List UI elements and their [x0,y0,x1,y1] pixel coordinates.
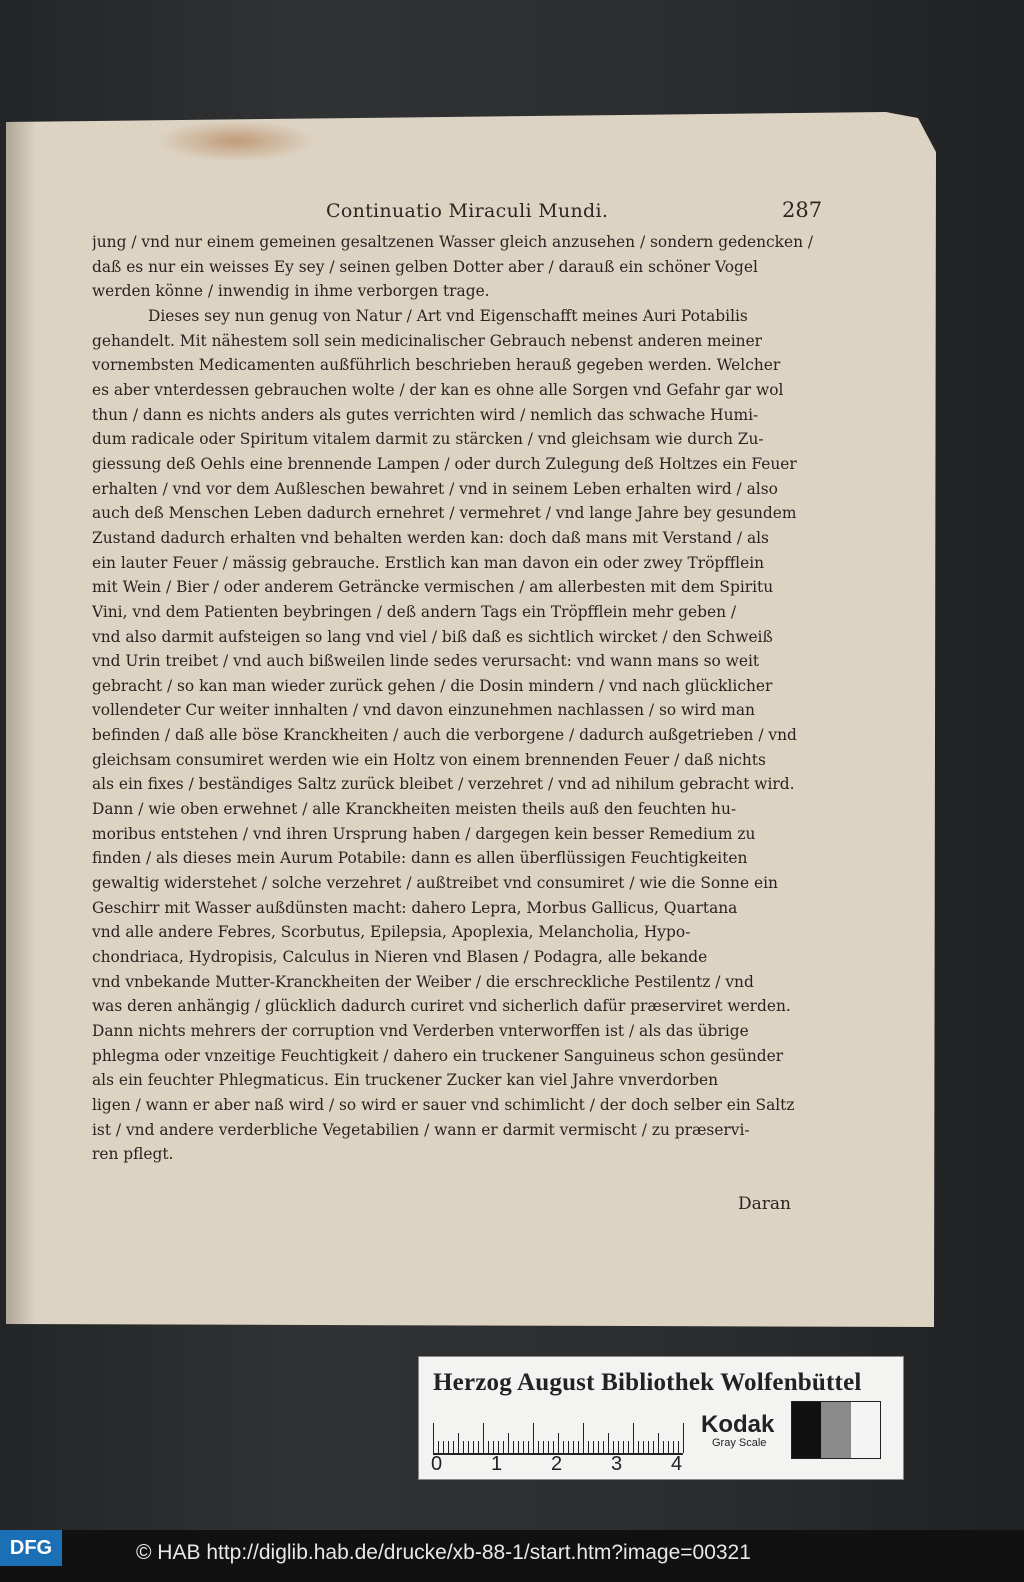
color-calibration-card [418,1356,904,1480]
text-line: Dann nichts mehrers der corruption vnd Verderben vnterworffen ist / als das übrige [92,1022,749,1040]
ruler-tick [533,1423,534,1453]
gray-patch [792,1402,821,1458]
ruler-tick [673,1441,674,1453]
dfg-logo: DFG [0,1530,62,1566]
ruler-tick [433,1423,434,1453]
text-line: Geschirr mit Wasser außdünsten macht: dahero Lepra, Morbus Gallicus, Quartana [92,898,738,917]
ruler-tick [528,1441,529,1453]
ruler-tick [438,1441,439,1453]
text-line: phlegma oder vnzeitige Feuchtigkeit / dahero ein truckener Sanguineus schon gesünder [92,1046,784,1065]
kodak-logo: Kodak [701,1411,775,1438]
ruler-tick [473,1441,474,1453]
text-line: vnd Urin treibet / vnd auch bißweilen linde sedes verursacht: vnd wann mans so weit [92,652,760,671]
catchword: Daran [738,1194,791,1214]
ruler-tick [668,1441,669,1453]
text-line: vornembsten Medicamenten außführlich beschrieben herauß gegeben werden. Welcher [92,356,781,375]
text-line: ist / vnd andere verderbliche Vegetabilien / wann er darmit vermischt / zu præservi- [92,1120,750,1139]
text-line: auch deß Menschen Leben dadurch ernehret / vermehret / vnd lange Jahre bey gesundem [92,504,797,523]
ruler-tick [498,1441,499,1453]
ruler-tick [518,1441,519,1453]
ruler-tick [563,1441,564,1453]
text-line: finden / als dieses mein Aurum Potabile: dann es allen überflüssigen Feuchtigkeiten [92,849,748,868]
ruler-tick [638,1441,639,1453]
scale-number: 3 [611,1453,623,1475]
ruler-tick [623,1441,624,1453]
ruler-tick [463,1441,464,1453]
text-line: es aber vnterdessen gebrauchen wolte / der kan es ohne alle Sorgen vnd Gefahr gar wol [92,380,784,399]
text-line: werden könne / inwendig in ihme verborgen trage. [92,282,490,301]
text-line: dum radicale oder Spiritum vitalem darmit zu stärcken / vnd gleichsam wie durch Zu- [92,430,764,449]
ruler-tick [578,1441,579,1453]
text-line: Dieses sey nun genug von Natur / Art vnd Eigenschafft meines Auri Potabilis [148,306,748,325]
text-line: giessung deß Oehls eine brennende Lampen / oder durch Zulegung deß Holtzes ein Feuer [92,454,797,473]
ruler-tick [678,1441,679,1453]
ruler-tick [568,1441,569,1453]
ruler-tick [448,1441,449,1453]
ruler-tick [653,1441,654,1453]
text-line: gebracht / so kan man wieder zurück gehen / die Dosin mindern / vnd nach glücklicher [92,676,773,695]
ruler-tick [583,1423,584,1453]
text-line: Vini, vnd dem Patienten beybringen / deß andern Tags ein Tröpfflein mehr geben / [92,602,737,621]
ruler-tick [548,1441,549,1453]
text-line: gehandelt. Mit nähestem soll sein medicinalischer Gebrauch nebenst anderen meiner [92,331,763,350]
text-line: ein lauter Feuer / mässig gebrauche. Erstlich kan man davon ein oder zwey Tröpfflein [92,553,765,572]
text-line: als ein feuchter Phlegmaticus. Ein truckener Zucker kan viel Jahre vnverdorben [92,1071,718,1090]
ruler-tick [503,1441,504,1453]
text-line: vollendeter Cur weiter innhalten / vnd davon einzunehmen nachlassen / so wird man [92,701,755,720]
text-line: Zustand dadurch erhalten vnd behalten werden kan: doch daß mans mit Verstand / als [92,528,769,547]
body-text [92,230,820,1167]
ruler-tick [648,1441,649,1453]
ruler-tick [478,1441,479,1453]
ruler-tick [613,1441,614,1453]
text-line: als ein fixes / beständiges Saltz zurück bleibet / verzehret / vnd ad nihilum gebracht wird. [92,775,795,794]
scale-number: 4 [671,1453,683,1475]
text-line: vnd also darmit aufsteigen so lang vnd viel / biß daß es sichtlich wircket / den Schweiß [92,627,773,646]
ruler-tick [558,1433,559,1453]
ruler-tick [633,1423,634,1453]
ruler-tick [513,1441,514,1453]
scale-number: 0 [431,1453,443,1475]
gray-patch [851,1402,880,1458]
text-line: befinden / daß alle böse Kranckheiten / auch die verborgene / dadurch außgetrieben / vnd [92,726,797,745]
text-line: gleichsam consumiret werden wie ein Holtz von einem brennenden Feuer / daß nichts [92,750,766,769]
ruler-tick [508,1433,509,1453]
ruler-tick [543,1441,544,1453]
text-line: chondriaca, Hydropisis, Calculus in Nieren vnd Blasen / Podagra, alle bekande [92,948,708,967]
ruler-tick [618,1441,619,1453]
ruler-tick [658,1433,659,1453]
text-line: ligen / wann er aber naß wird / so wird er sauer vnd schimlicht / der doch selber ein Saltz [92,1095,795,1114]
ruler-tick [608,1433,609,1453]
ruler-tick [628,1441,629,1453]
ruler-tick [488,1441,489,1453]
scale-number: 1 [491,1453,503,1475]
ruler-tick [493,1441,494,1453]
text-line: ren pflegt. [92,1145,174,1164]
ruler-tick [458,1433,459,1453]
text-line: was deren anhängig / glücklich dadurch curiret vnd sicherlich dafür præserviret werden. [92,997,791,1016]
ruler-tick [603,1441,604,1453]
ruler-tick [538,1441,539,1453]
gray-patches [791,1401,881,1459]
ruler-tick [468,1441,469,1453]
text-line: Dann / wie oben erwehnet / alle Kranckheiten meisten theils auß den feuchten hu- [92,800,737,819]
gray-patch [821,1402,850,1458]
ruler-tick [598,1441,599,1453]
ruler-tick [593,1441,594,1453]
ruler-tick [573,1441,574,1453]
text-line: moribus entstehen / vnd ihren Ursprung haben / dargegen kein besser Remedium zu [92,824,756,843]
text-line: mit Wein / Bier / oder anderem Geträncke vermischen / am allerbesten mit dem Spiritu [92,578,774,597]
text-line: vnd alle andere Febres, Scorbutus, Epilepsia, Apoplexia, Melancholia, Hypo- [92,923,691,942]
gray-scale-label: Gray Scale [712,1437,767,1449]
text-line: jung / vnd nur einem gemeinen gesaltzenen Wasser gleich anzusehen / sondern gedencken / [92,233,814,251]
ruler-tick [523,1441,524,1453]
ruler-scale [433,1409,683,1455]
text-line: erhalten / vnd vor dem Außleschen bewahret / vnd in seinem Leben erhalten wird / also [92,479,778,498]
scale-number: 2 [551,1453,563,1475]
ruler-tick [588,1441,589,1453]
library-name: Herzog August Bibliothek Wolfenbüttel [433,1369,862,1396]
ruler-tick [453,1441,454,1453]
ruler-tick [683,1423,684,1453]
ruler-tick [663,1441,664,1453]
text-line: vnd vnbekande Mutter-Kranckheiten der Weiber / die erschreckliche Pestilentz / vnd [92,972,754,991]
ruler-tick [443,1441,444,1453]
ruler-tick [643,1441,644,1453]
page-header [0,200,1024,230]
page-number: 287 [782,198,823,222]
source-credit: © HAB http://diglib.hab.de/drucke/xb-88-1/start.htm?image=00321 [136,1541,751,1564]
text-line: gewaltig widerstehet / solche verzehret / außtreibet vnd consumiret / wie die Sonne ein [92,874,778,893]
running-title: Continuatio Miraculi Mundi. [326,200,609,222]
text-line: daß es nur ein weisses Ey sey / seinen gelben Dotter aber / darauß ein schöner Vogel [92,257,758,276]
text-line: thun / dann es nichts anders als gutes verrichten wird / nemlich das schwache Humi- [92,405,759,424]
ruler-tick [483,1423,484,1453]
ruler-tick [553,1441,554,1453]
